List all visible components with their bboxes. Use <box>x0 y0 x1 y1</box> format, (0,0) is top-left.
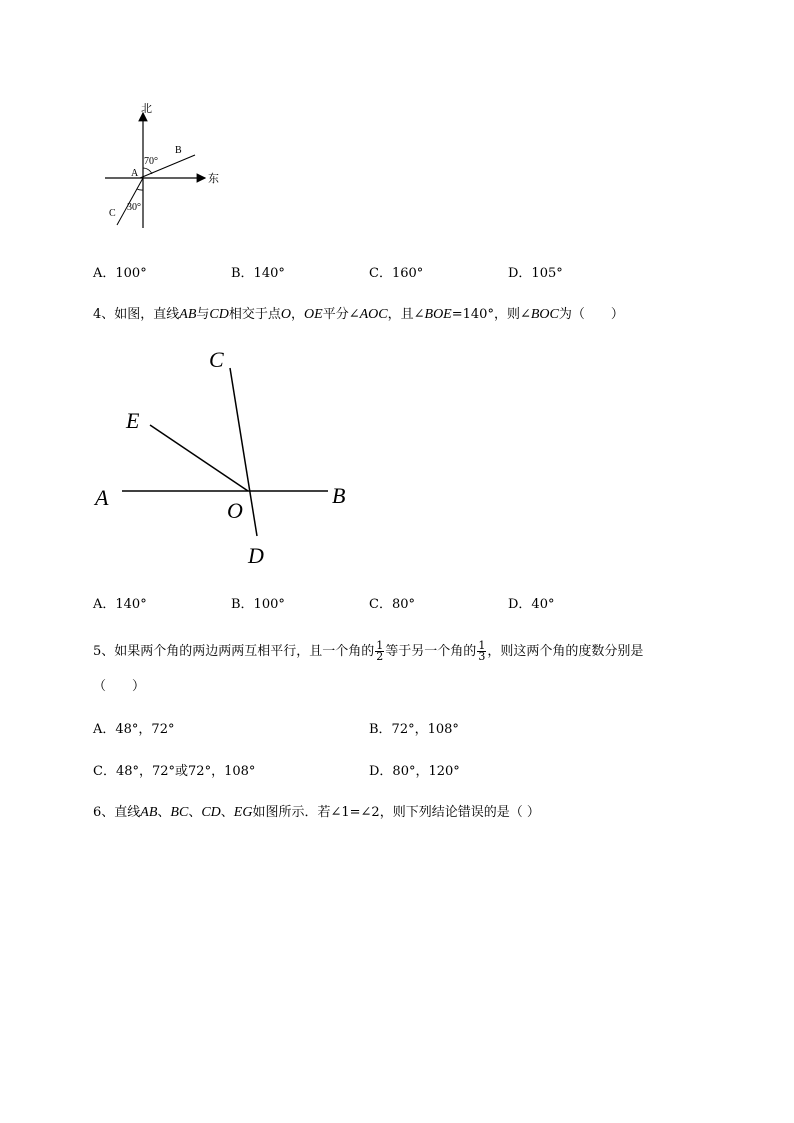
q4-number: 4、 <box>93 307 115 322</box>
q4-text: 与 <box>196 307 210 322</box>
q4-text: ，且∠ <box>387 307 425 322</box>
q5-text: ，则这两个角的度数分别是 <box>487 644 644 659</box>
intersecting-lines-figure <box>90 340 360 575</box>
q5-option-b[interactable]: B．72°，108° <box>369 722 459 737</box>
var-cd: CD <box>209 307 229 322</box>
q6-text: 如图所示．若∠1=∠2，则下列结论错误的是（ ） <box>252 805 540 820</box>
point-a-label: A <box>131 168 139 179</box>
label-o: O <box>227 498 243 523</box>
q5-option-a[interactable]: A．48°，72° <box>93 722 175 737</box>
q3-option-a[interactable]: A．100° <box>93 266 147 281</box>
var-boc: BOC <box>530 307 559 322</box>
point-c-label: C <box>109 208 116 219</box>
var-bc: BC <box>170 805 189 820</box>
q4-text: ， <box>291 307 305 322</box>
direction-figure <box>100 100 230 235</box>
fraction-one-third <box>477 641 486 662</box>
var-oe: OE <box>304 307 323 322</box>
fraction-numerator: 1 <box>478 639 486 652</box>
q6-text: 直线 <box>114 805 141 820</box>
label-e: E <box>126 408 140 433</box>
angle-arc-bottom <box>137 189 143 190</box>
q6-sep: 、 <box>220 805 234 820</box>
q4-answer-paren: 为（ ） <box>558 307 624 322</box>
north-label: 北 <box>141 103 152 115</box>
var-aoc: AOC <box>359 307 388 322</box>
q4-option-c[interactable]: C．80° <box>369 597 415 612</box>
q3-option-c[interactable]: C．160° <box>369 266 424 281</box>
q5-stem <box>93 640 643 662</box>
q4-text: 平分∠ <box>322 307 360 322</box>
label-d: D <box>248 543 264 568</box>
q5-text: 如果两个角的两边两两互相平行，且一个角的 <box>114 644 375 659</box>
q5-option-c[interactable]: C．48°，72°或72°，108° <box>93 764 256 779</box>
q6-number: 6、 <box>93 805 115 820</box>
q4-option-d[interactable]: D．40° <box>508 597 555 612</box>
fraction-denominator: 3 <box>478 650 486 663</box>
angle-70-label: 70° <box>144 156 158 167</box>
q3-option-b[interactable]: B．140° <box>231 266 285 281</box>
var-eg: EG <box>233 805 253 820</box>
q5-number: 5、 <box>93 644 115 659</box>
label-c: C <box>209 347 224 372</box>
var-boe: BOE <box>424 307 452 322</box>
fraction-numerator: 1 <box>376 639 384 652</box>
fraction-one-half <box>375 641 384 662</box>
q3-option-d[interactable]: D．105° <box>508 266 563 281</box>
angle-30-label: 30° <box>127 202 141 213</box>
q5-answer-paren <box>93 675 145 694</box>
q4-text: 相交于点 <box>228 307 281 322</box>
var-ab: AB <box>179 307 197 322</box>
var-cd: CD <box>201 805 221 820</box>
ray-oe <box>150 425 248 491</box>
var-o: O <box>280 307 292 322</box>
q5-text: 等于另一个角的 <box>385 644 477 659</box>
east-label: 东 <box>208 173 219 185</box>
q6-stem <box>93 801 540 821</box>
fraction-denominator: 2 <box>376 650 384 663</box>
point-b-label: B <box>175 145 182 156</box>
q5-paren: （ ） <box>93 679 146 694</box>
q4-text: =140°，则∠ <box>451 307 531 322</box>
q6-sep: 、 <box>157 805 171 820</box>
label-b: B <box>332 483 346 508</box>
q4-stem <box>93 303 624 323</box>
var-ab: AB <box>140 805 158 820</box>
q5-option-d[interactable]: D．80°，120° <box>369 764 460 779</box>
q4-option-b[interactable]: B．100° <box>231 597 285 612</box>
q4-text: 如图，直线 <box>114 307 180 322</box>
q4-option-a[interactable]: A．140° <box>93 597 147 612</box>
q6-sep: 、 <box>188 805 202 820</box>
label-a: A <box>95 485 109 510</box>
